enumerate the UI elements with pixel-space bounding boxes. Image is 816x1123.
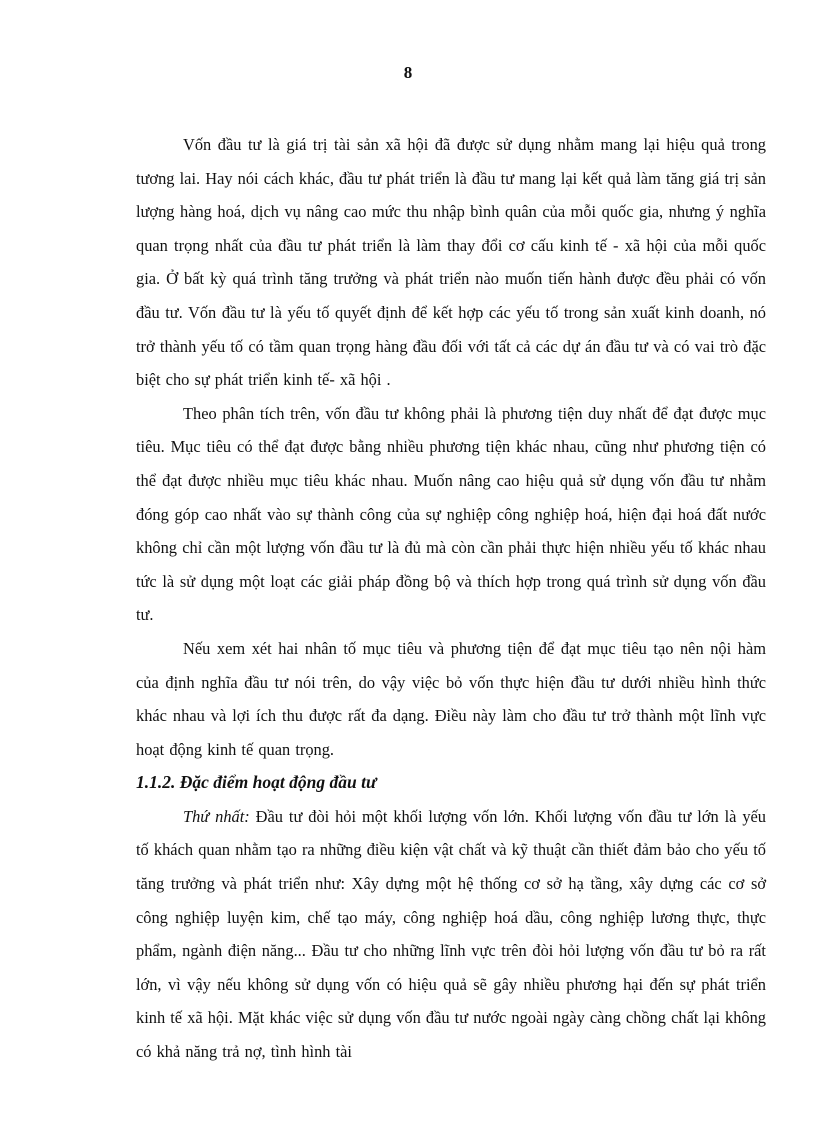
body-text bbox=[136, 128, 766, 1069]
paragraph-investment-capital: Vốn đầu tư là giá trị tài sản xã hội đã được sử dụng nhằm mang lại hiệu quả trong tương lai. Hay nói cách khác, đầu tư phát triển là đầu tư mang lại kết quả làm tăng giá trị sản lượng hàng hoá, dịch vụ nâng cao mức thu nhập bình quân của mỗi quốc gia, nhưng ý nghĩa quan trọng nhất của đầu tư phát triển là làm thay đổi cơ cấu kinh tế - xã hội của mỗi quốc gia. Ở bất kỳ quá trình tăng trưởng và phát triển nào muốn tiến hành được đều phải có vốn đầu tư. Vốn đầu tư là yếu tố quyết định để kết hợp các yếu tố trong sản xuất kinh doanh, nó trở thành yếu tố có tầm quan trọng hàng đầu đối với tất cả các dự án đầu tư và có vai trò đặc biệt cho sự phát triển kinh tế- xã hội . bbox=[136, 135, 766, 390]
paragraph-first-characteristic bbox=[136, 800, 766, 1069]
paragraph-analysis: Theo phân tích trên, vốn đầu tư không phải là phương tiện duy nhất để đạt được mục tiêu. Mục tiêu có thể đạt được bằng nhiều phương tiện khác nhau, cũng như phương tiện có thể đạt được nhiều mục tiêu khác nhau. Muốn nâng cao hiệu quả sử dụng vốn đầu tư nhằm đóng góp cao nhất vào sự thành công của sự nghiệp công nghiệp hoá, hiện đại hoá đất nước không chỉ cần một lượng vốn đầu tư là đủ mà còn cần phải thực hiện nhiều yếu tố khác nhau tức là sử dụng một loạt các giải pháp đồng bộ và thích hợp trong quá trình sử dụng vốn đầu tư. bbox=[136, 403, 766, 625]
paragraph-lead-label: Thứ nhất: bbox=[183, 806, 250, 826]
section-heading: 1.1.2. Đặc điểm hoạt động đầu tư bbox=[136, 772, 377, 793]
page-number: 8 bbox=[403, 63, 413, 82]
paragraph-first-characteristic-text: Đầu tư đòi hỏi một khối lượng vốn lớn. Khối lượng vốn đầu tư lớn là yếu tố khách quan nhằm tạo ra những điều kiện vật chất và kỹ thuật cần thiết đảm bảo cho yếu tố tăng trưởng và phát triển như: Xây dựng một hệ thống cơ sở hạ tầng, xây dựng các cơ sở công nghiệp luyện kim, chế tạo máy, công nghiệp hoá dầu, công nghiệp lương thực, thực phẩm, ngành điện năng... Đầu tư cho những lĩnh vực trên đòi hỏi lượng vốn đầu tư bỏ ra rất lớn, vì vậy nếu không sử dụng vốn có hiệu quả sẽ gây nhiều phương hại đến sự phát triển kinh tế xã hội. Mặt khác việc sử dụng vốn đầu tư nước ngoài ngày càng chồng chất lại không có khả năng trả nợ, tình hình tài bbox=[136, 806, 766, 1062]
paragraph-objectives: Nếu xem xét hai nhân tố mục tiêu và phương tiện để đạt mục tiêu tạo nên nội hàm của định nghĩa đầu tư nói trên, do vậy việc bỏ vốn thực hiện đầu tư dưới nhiều hình thức khác nhau và lợi ích thu được rất đa dạng. Điều này làm cho đầu tư trở thành một lĩnh vực hoạt động kinh tế quan trọng. bbox=[136, 638, 766, 759]
